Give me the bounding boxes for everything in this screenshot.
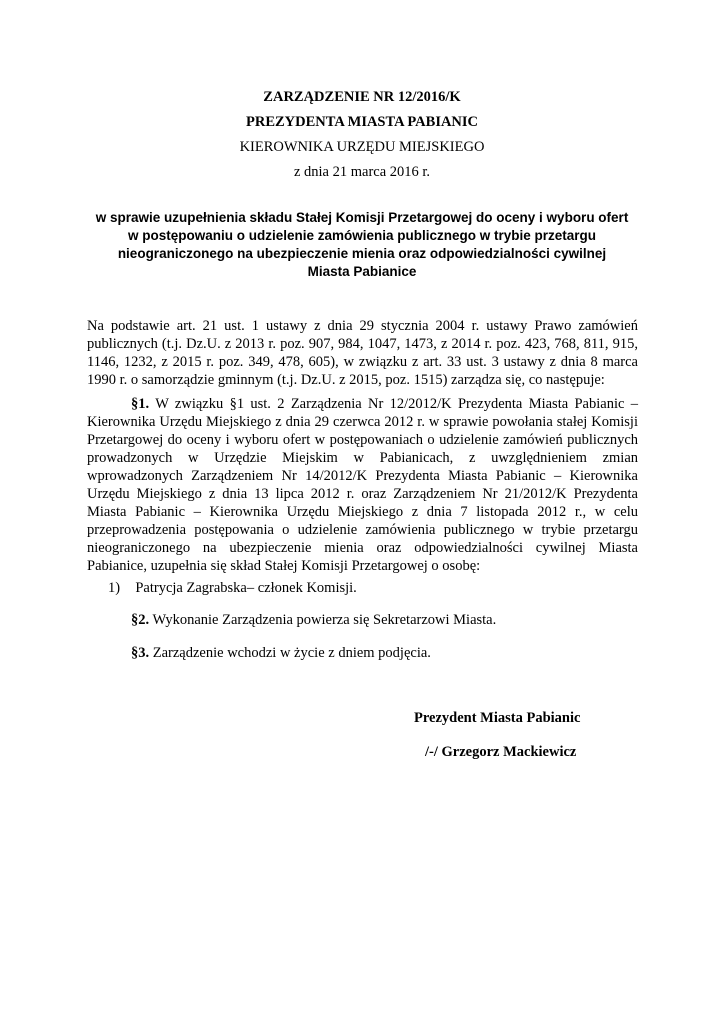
list-text: Patrycja Zagrabska– członek Komisji.	[135, 580, 357, 596]
preamble-line: 1146, 1232, z 2015 r. poz. 349, 478, 605), w związku z art. 33 ust. 3 ustawy z dnia 8 marca	[87, 354, 638, 370]
section-1-line: nieograniczonego na ubezpieczenie mienia oraz odpowiedzialności cywilnej Miasta	[87, 540, 638, 556]
section-1-line: Przetargowej do oceny i wyboru ofert w postępowaniach o udzielenie zamówień publicznych	[87, 432, 638, 448]
subject-line-1: w sprawie uzupełnienia składu Stałej Komisji Przetargowej do oceny i wyboru ofert	[95, 210, 629, 225]
issuer-title: PREZYDENTA MIASTA PABIANIC	[245, 114, 479, 130]
subject-line-4: Miasta Pabianice	[307, 264, 417, 279]
section-1-paragraph	[87, 395, 638, 575]
section-2-text: Wykonanie Zarządzenia powierza się Sekretarzowi Miasta.	[152, 612, 497, 628]
member-list-item	[108, 581, 357, 596]
document-title: ZARZĄDZENIE NR 12/2016/K	[263, 89, 461, 105]
section-1-line: Kierownika Urzędu Miejskiego z dnia 29 czerwca 2012 r. w sprawie powołania stałej Komisji	[87, 414, 638, 430]
subject-line-3: nieograniczonego na ubezpieczenie mienia oraz odpowiedzialności cywilnej	[117, 246, 607, 261]
section-1-line: Miasta Pabianic – Kierownika Urzędu Miejskiego z dnia 7 listopada 2012 r., w celu	[87, 504, 638, 520]
list-number: 1)	[108, 580, 121, 596]
section-1-line: przeprowadzenia postępowania o udzielenie zamówienia publicznego w trybie przetargu	[87, 522, 638, 538]
signature-title: Prezydent Miasta Pabianic	[414, 710, 581, 726]
signature-name: /-/ Grzegorz Mackiewicz	[425, 744, 577, 760]
preamble-line: publicznych (t.j. Dz.U. z 2013 r. poz. 907, 984, 1047, 1473, z 2014 r. poz. 423, 768, 811, 915,	[87, 336, 638, 352]
preamble-line: 1990 r. o samorządzie gminnym (t.j. Dz.U. z 2015, poz. 1515) zarządza się, co następuje:	[87, 372, 605, 388]
section-1-line: prowadzonych w Urzędzie Miejskim w Pabianicach, z uwzględnieniem zmian	[87, 450, 638, 466]
document-date: z dnia 21 marca 2016 r.	[293, 164, 431, 180]
section-1-mark: §1.	[131, 396, 150, 412]
preamble-paragraph	[87, 317, 638, 389]
section-2-paragraph	[131, 613, 496, 628]
office-title: KIEROWNIKA URZĘDU MIEJSKIEGO	[239, 139, 485, 155]
subject-line-2: w postępowaniu o udzielenie zamówienia publicznego w trybie przetargu	[127, 228, 597, 243]
section-3-text: Zarządzenie wchodzi w życie z dniem podjęcia.	[152, 645, 431, 661]
section-2-mark: §2.	[131, 612, 150, 628]
section-1-line: W związku §1 ust. 2 Zarządzenia Nr 12/2012/K Prezydenta Miasta Pabianic –	[155, 396, 638, 412]
section-3-mark: §3.	[131, 645, 150, 661]
section-3-paragraph	[131, 646, 431, 661]
preamble-line: Na podstawie art. 21 ust. 1 ustawy z dnia 29 stycznia 2004 r. ustawy Prawo zamówień	[87, 318, 638, 334]
section-1-line: Pabianice, uzupełnia się skład Stałej Komisji Przetargowej o osobę:	[87, 558, 481, 574]
section-1-line: wprowadzonych Zarządzeniem Nr 14/2012/K Prezydenta Miasta Pabianic – Kierownika	[87, 468, 638, 484]
section-1-line: Urzędu Miejskiego z dnia 13 lipca 2012 r. oraz Zarządzeniem Nr 21/2012/K Prezydenta	[87, 486, 638, 502]
